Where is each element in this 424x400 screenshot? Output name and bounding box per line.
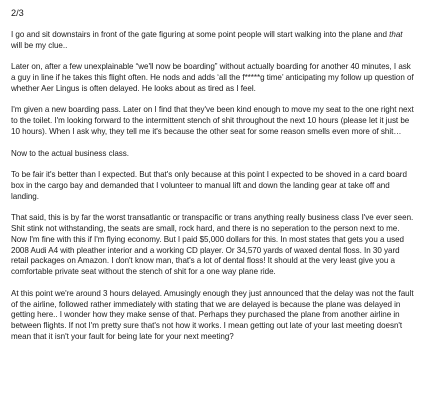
paragraph xyxy=(11,62,415,95)
document-page xyxy=(11,8,415,354)
paragraph xyxy=(11,170,415,203)
page-number: 2/3 xyxy=(11,8,24,18)
text-run: I'm given a new boarding pass. Later on I find that they've been kind enough to move my seat to the one right next to the toilet. I'm looking forward to the intermittent stench of shit throughout the next 10 hours (please let it just be 10 hours). When I ask why, they tell me it's because the other seat for some reason smells even more of shit… xyxy=(11,105,414,137)
text-run: At this point we're around 3 hours delayed. Amusingly enough they just announced that the delay was not the fault of the airline, followed rather immediately with stating that we are delayed is because the plane was delayed in getting here.. I wonder how they make sense of that. Perhaps they purchased the plane from another airline in between flights. If not I'm pretty sure that's not how it works. I mean getting out late of your last meeting doesn't mean that it isn't your fault for being late for your next meeting? xyxy=(11,288,414,342)
text-run: will be my clue.. xyxy=(11,40,68,50)
paragraph xyxy=(11,289,415,343)
paragraph xyxy=(11,105,415,138)
emphasis-text: that xyxy=(389,30,403,39)
paragraph xyxy=(11,30,415,52)
paragraph xyxy=(11,213,415,278)
text-run: Later on, after a few unexplainable “we'll now be boarding” without actually boarding for another 40 minutes, I ask a guy in line if he takes this flight often. He nods and adds ‘all the f*****g time’ anticipating my follow up question of whether Aer Lingus is often delayed. He looks about as tired as I feel. xyxy=(11,62,414,93)
text-run: To be fair it's better than I expected. But that's only because at this point I expected to be shoved in a card board box in the cargo bay and demanded that I volunteer to manual lift and down the landing gear at take off and landing. xyxy=(11,169,407,201)
text-run: That said, this is by far the worst transatlantic or transpacific or trans anything really business class I've ever seen. Shit stink not withstanding, the seats are small, rock hard, and there is no seperation to the person next to me. Now I'm fine with this if I'm flying economy. But I paid $5,000 dollars for this. In most states that gets you a used 2008 Audi A4 with pleather interior and a working CD player. Or 34,570 yards of waxed dental floss. In 30 yard retail packages on Amazon. I don't know man, that's a lot of dental floss! It should at the very least give you a comfortable private seat without the stench of shit for a one way plane ride. xyxy=(11,213,414,277)
paragraph xyxy=(11,149,415,160)
text-run: Now to the actual business class. xyxy=(11,148,129,158)
text-run: I go and sit downstairs in front of the gate figuring at some point people will start walking into the plane and xyxy=(11,30,390,39)
